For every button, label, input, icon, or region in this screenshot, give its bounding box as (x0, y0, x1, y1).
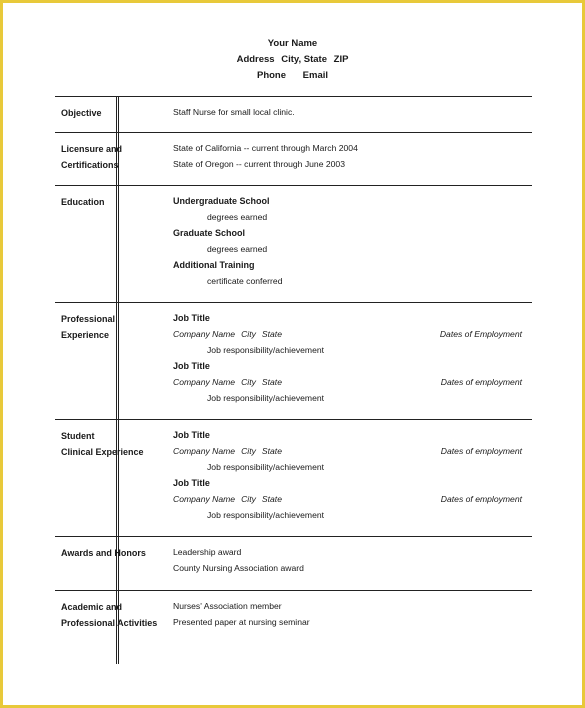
objective-text: Staff Nurse for small local clinic. (173, 107, 295, 117)
job-city: City (241, 329, 256, 339)
label-academic-line1: Academic and (61, 602, 123, 612)
job-state: State (261, 446, 282, 456)
label-licensure-line2: Certifications (61, 160, 119, 170)
job-title: Job Title (173, 313, 210, 323)
row-academic (55, 590, 532, 664)
job-company: Company Name (173, 377, 236, 387)
activity-line: Presented paper at nursing seminar (173, 617, 310, 627)
education-undergrad-title: Undergraduate School (173, 196, 270, 206)
content-awards (173, 544, 528, 576)
content-education (173, 193, 528, 289)
job-responsibility: Job responsibility/achievement (207, 510, 325, 520)
row-education (55, 185, 532, 302)
job-dates: Dates of Employment (439, 329, 522, 339)
header-city-state: City, State (281, 54, 327, 65)
job-meta (173, 326, 528, 342)
label-clinical-line2: Clinical Experience (61, 447, 144, 457)
label-professional (61, 311, 161, 343)
job-city: City (241, 494, 256, 504)
education-undergrad-detail: degrees earned (207, 212, 268, 222)
header-address-line (3, 52, 582, 68)
label-professional-line2: Experience (61, 330, 110, 340)
award-line: County Nursing Association award (173, 563, 304, 573)
resume-table (55, 96, 532, 664)
header-zip: ZIP (333, 54, 349, 65)
job-company: Company Name (173, 494, 236, 504)
job-meta (173, 443, 528, 459)
label-clinical (61, 428, 161, 460)
label-objective: Objective (61, 108, 102, 118)
label-academic-line2: Professional Activities (61, 618, 158, 628)
job-city: City (241, 377, 256, 387)
education-additional-title: Additional Training (173, 260, 255, 270)
job-state: State (261, 377, 282, 387)
header-name: Your Name (267, 38, 318, 49)
licensure-line: State of Oregon -- current through June 2003 (173, 159, 345, 169)
row-objective (55, 96, 532, 132)
job-title: Job Title (173, 430, 210, 440)
education-grad-detail: degrees earned (207, 244, 268, 254)
label-clinical-line1: Student (61, 431, 95, 441)
job-company: Company Name (173, 446, 236, 456)
header-email: Email (302, 70, 329, 81)
job-title: Job Title (173, 478, 210, 488)
licensure-line: State of California -- current through March 2004 (173, 143, 358, 153)
label-licensure-line1: Licensure and (61, 144, 123, 154)
content-clinical (173, 427, 528, 523)
job-state: State (261, 329, 282, 339)
job-dates: Dates of employment (440, 494, 522, 504)
header-phone: Phone (256, 70, 287, 81)
job-title: Job Title (173, 361, 210, 371)
label-academic (61, 599, 161, 631)
job-meta (173, 374, 528, 390)
job-dates: Dates of employment (440, 446, 522, 456)
row-clinical (55, 419, 532, 536)
job-state: State (261, 494, 282, 504)
job-meta (173, 491, 528, 507)
row-awards (55, 536, 532, 590)
header-contact-line (3, 68, 582, 84)
row-licensure (55, 132, 532, 185)
content-licensure (173, 140, 528, 172)
job-responsibility: Job responsibility/achievement (207, 462, 325, 472)
content-professional (173, 310, 528, 406)
resume-header (3, 36, 582, 84)
resume-page (3, 3, 582, 705)
label-licensure (61, 141, 161, 173)
header-address: Address (236, 54, 275, 65)
education-grad-title: Graduate School (173, 228, 246, 238)
job-company: Company Name (173, 329, 236, 339)
job-dates: Dates of employment (440, 377, 522, 387)
education-additional-detail: certificate conferred (207, 276, 283, 286)
award-line: Leadership award (173, 547, 242, 557)
row-professional (55, 302, 532, 419)
label-education: Education (61, 197, 105, 207)
job-city: City (241, 446, 256, 456)
activity-line: Nurses' Association member (173, 601, 282, 611)
content-academic (173, 598, 528, 630)
job-responsibility: Job responsibility/achievement (207, 393, 325, 403)
label-professional-line1: Professional (61, 314, 116, 324)
job-responsibility: Job responsibility/achievement (207, 345, 325, 355)
label-awards: Awards and Honors (61, 548, 146, 558)
content-objective (173, 104, 528, 120)
